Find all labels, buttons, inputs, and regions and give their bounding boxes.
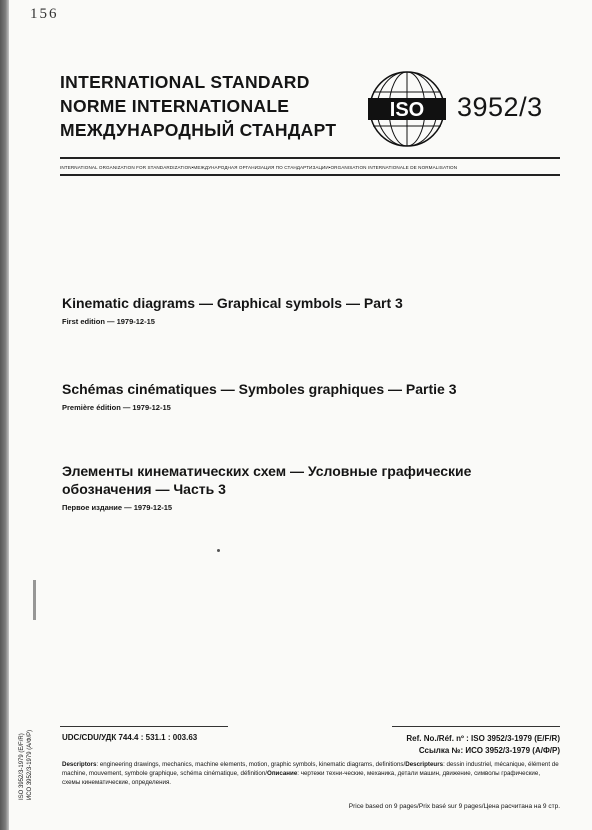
- iso-logo-text: ISO: [389, 99, 425, 121]
- edition-french: Première édition — 1979-12-15: [62, 403, 171, 412]
- footer-rule-right: [392, 726, 560, 727]
- price-line: Price based on 9 pages/Prix basé sur 9 pages/Цена расчитана на 9 стр.: [348, 803, 560, 810]
- scan-edge: [0, 0, 9, 830]
- title-french: NORME INTERNATIONALE: [60, 96, 290, 116]
- header-rule-bottom: [60, 174, 560, 176]
- standard-titles: [60, 70, 336, 142]
- opisanie-label: Описание: [267, 770, 298, 777]
- page-number: 156: [30, 6, 59, 22]
- descriptors-text: : engineering drawings, mechanics, machine elements, motion, graphic symbols, kinematic diagrams, definitions/: [96, 761, 406, 768]
- title-block-french: [62, 380, 542, 412]
- title-block-english: [62, 294, 542, 326]
- reference-line-2: Ссылка №: ИСО 3952/3-1979 (А/Ф/Р): [418, 746, 560, 755]
- udc-number: UDC/CDU/УДК 744.4 : 531.1 : 003.63: [62, 733, 198, 742]
- side-text: [18, 730, 34, 800]
- footer-rule-left: [60, 726, 228, 727]
- title-french-text: Schémas cinématiques — Symboles graphiques — Partie 3: [62, 381, 457, 397]
- title-russian-text: Элементы кинематических схем — Условные графические обозначения — Часть 3: [62, 463, 472, 497]
- edition-english: First edition — 1979-12-15: [62, 317, 155, 326]
- descriptors: [62, 760, 560, 787]
- opisanie-text: : чертежи техни-ческие, механика, детали машин, движение, символы графические, схемы кинематические, определения.: [62, 770, 541, 786]
- reference-line-1: Ref. No./Réf. nº : ISO 3952/3-1979 (E/F/R): [406, 734, 560, 743]
- descriptors-label: Descriptors: [62, 761, 97, 768]
- title-russian: МЕЖДУНАРОДНЫЙ СТАНДАРТ: [60, 120, 337, 140]
- title-english-text: Kinematic diagrams — Graphical symbols — Part 3: [62, 295, 403, 311]
- organization-line: INTERNATIONAL ORGANIZATION FOR STANDARDIZATION•МЕЖДУНАРОДНАЯ ОРГАНИЗАЦИЯ ПО СТАНДАРТИЗАЦИИ•ORGANISATION INTERNATIONALE DE NORMALISATION: [60, 165, 458, 170]
- document-number: 3952/3: [457, 92, 543, 122]
- iso-logo: [368, 70, 446, 148]
- descripteurs-text: : dessin industriel, mécanique, élément de machine, mouvement, symbole graphique, schéma cinématique, définition/: [62, 761, 559, 777]
- reference-block: [362, 733, 560, 757]
- edition-russian: Первое издание — 1979-12-15: [62, 503, 173, 512]
- descripteurs-label: Descripteurs: [405, 761, 444, 768]
- title-english: INTERNATIONAL STANDARD: [60, 72, 310, 92]
- side-text-line-2: ИСО 3952/3-1979 (А/Ф/Р): [27, 729, 33, 800]
- title-block-russian: [62, 462, 482, 512]
- header-rule-top: [60, 157, 560, 159]
- side-text-line-1: ISO 3952/3-1979 (E/F/R): [19, 733, 25, 800]
- scan-mark: [33, 580, 36, 620]
- scan-speck: [217, 549, 220, 552]
